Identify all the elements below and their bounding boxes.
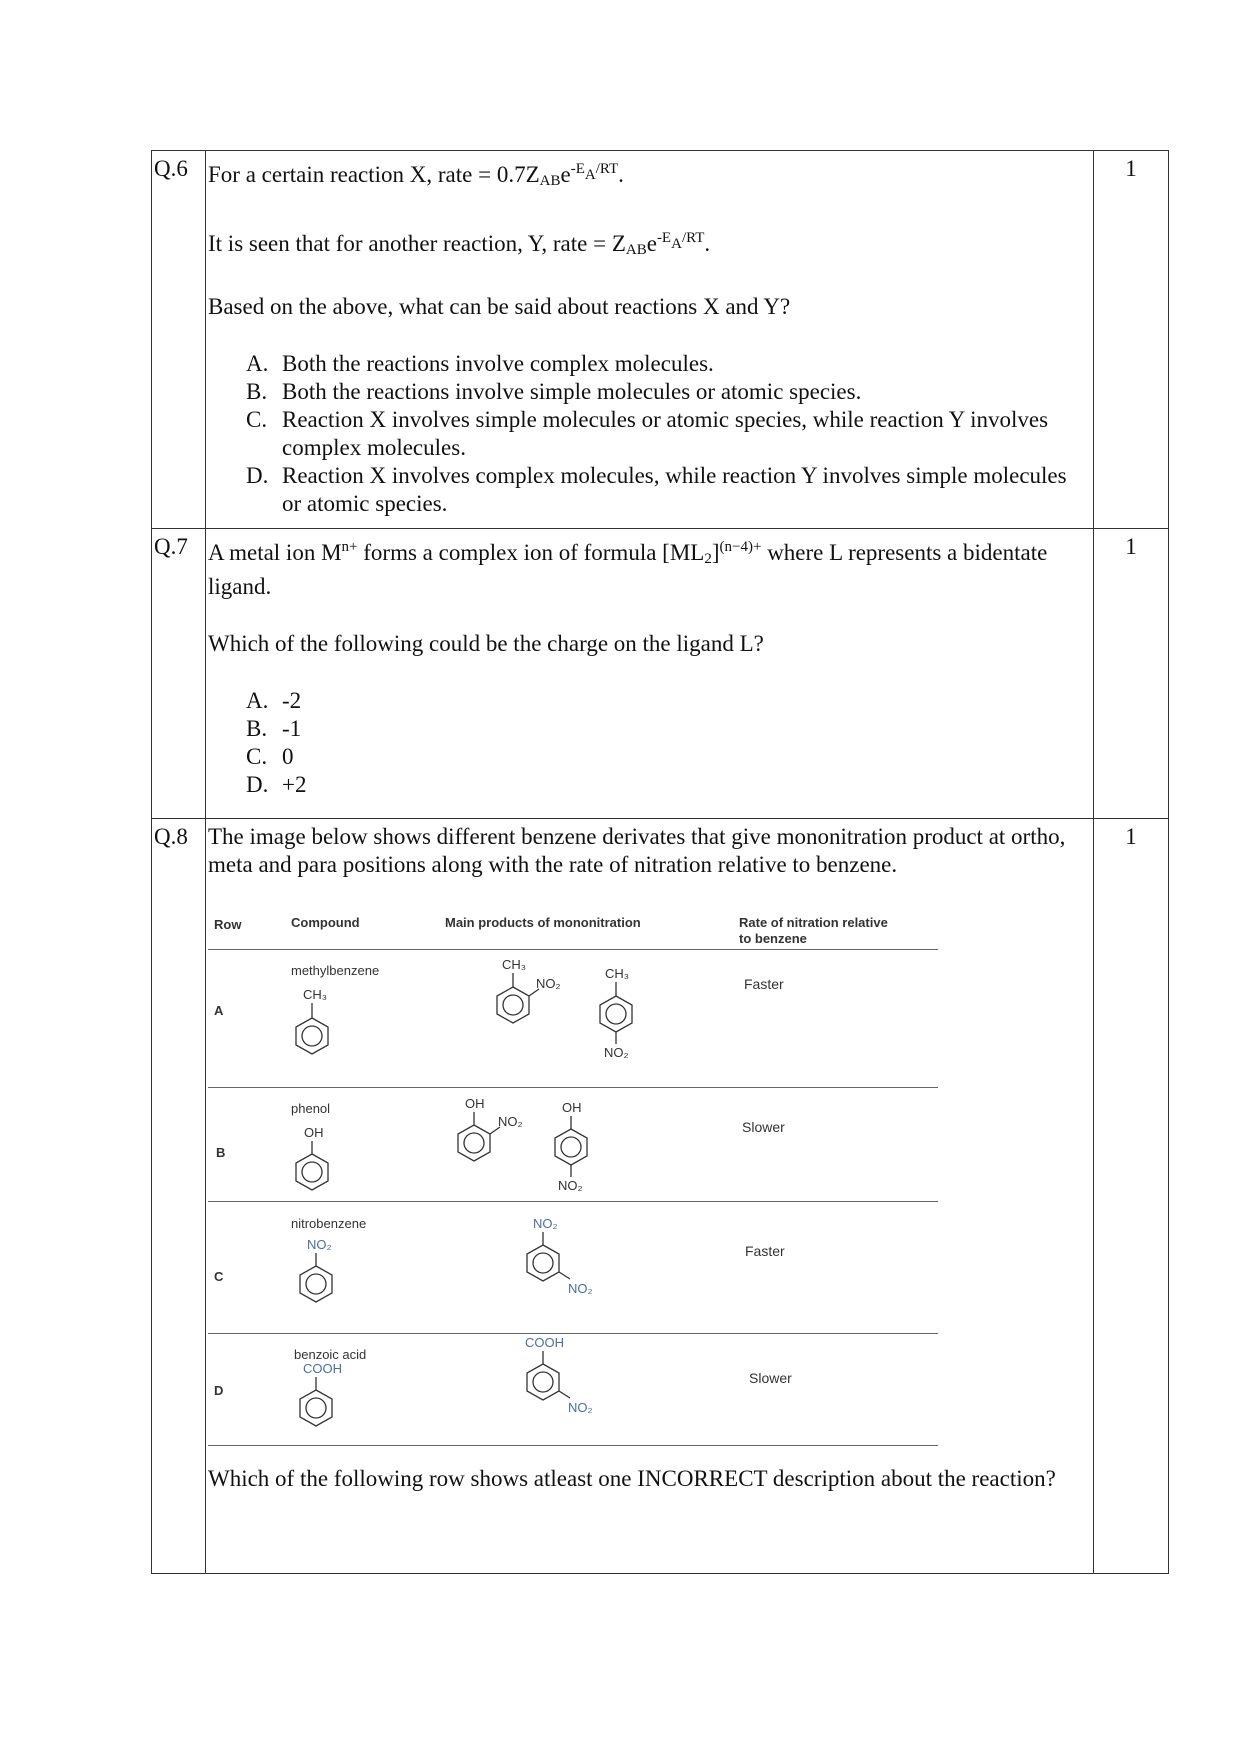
option-b: B. Both the reactions involve simple molecules or atomic species. [246,379,862,404]
substituent-label: CH₃ [605,966,630,981]
marks: 1 [1094,529,1169,819]
header-compound: Compound [291,915,360,930]
rate-b: Slower [742,1119,785,1135]
structures-svg [208,905,938,1450]
substituent-label: OH [304,1125,324,1140]
option-c: C. Reaction X involves simple molecules or atomic species, while reaction Y involves complex molecules. [246,407,1049,460]
benzene-ring [300,1253,332,1302]
marks: 1 [1094,819,1169,1574]
row-label-c: C [214,1269,224,1284]
rate-c: Faster [745,1243,785,1259]
nitro-label: NO₂ [604,1045,629,1060]
benzene-ring [527,1351,570,1400]
substituent-label: COOH [303,1361,342,1376]
question-number: Q.8 [152,819,206,1574]
substituent-label: NO₂ [307,1237,332,1252]
nitration-figure [208,905,938,1445]
compound-name-b: phenol [291,1101,331,1116]
benzene-ring [458,1112,500,1161]
question-prompt: Which of the following could be the charge on the ligand L? [208,631,764,656]
benzene-ring [555,1116,587,1177]
nitro-label: NO₂ [568,1400,593,1415]
substituent-label: OH [465,1096,485,1111]
rate-d: Slower [749,1370,792,1386]
substituent-label: COOH [525,1335,564,1350]
option-b: B. -1 [246,716,302,741]
header-products: Main products of mononitration [445,915,641,930]
option-a: A. -2 [246,688,302,713]
question-row-q8 [152,819,1169,1574]
benzene-ring [497,973,539,1023]
question-row-q6 [152,151,1169,529]
option-a: A. Both the reactions involve complex molecules. [246,351,714,376]
question-stem: The image below shows different benzene derivates that give mononitration product at ortho, meta and para positions along with the rate of nitration relative to benzene. [208,824,1066,877]
question-row-q7 [152,529,1169,819]
question-body [206,151,1094,529]
question-number: Q.7 [152,529,206,819]
header-rate: Rate of nitration relative to benzene [739,915,888,946]
compound-name-a: methylbenzene [291,963,380,978]
substituent-label: CH₃ [303,987,328,1002]
option-list [208,687,1087,799]
row-label-a: A [214,1003,224,1018]
option-d: D. Reaction X involves complex molecules, while reaction Y involves simple molecules or atomic species. [246,463,1067,516]
nitro-label: NO₂ [536,976,561,991]
rate-a: Faster [744,976,784,992]
option-d: D. +2 [246,772,307,797]
nitro-label: NO₂ [498,1114,523,1129]
marks: 1 [1094,151,1169,529]
benzene-ring [300,1377,332,1426]
rate-equation-x: For a certain reaction X, rate = $0.7Z_{AB}e^{-E_A/RT}$. [208,161,624,189]
question-prompt: Which of the following row shows atleast one INCORRECT description about the reaction? [208,1466,1056,1491]
compound-name-d: benzoic acid [294,1347,367,1362]
rate-equation-y: It is seen that for another reaction, Y, rate = $Z_{AB}e^{-E_A/RT}$. [208,230,711,258]
nitro-label: NO₂ [558,1178,583,1193]
substituent-label: OH [562,1100,582,1115]
row-label-b: B [216,1145,226,1160]
question-number: Q.6 [152,151,206,529]
header-row: Row [214,917,242,932]
nitro-label: NO₂ [568,1281,593,1296]
benzene-ring [296,1003,328,1054]
question-table [151,150,1169,1574]
question-prompt: Based on the above, what can be said about reactions X and Y? [208,294,791,319]
benzene-ring [527,1232,570,1281]
question-stem: A metal ion $M^{n+}$ forms a complex ion of formula $[ML_2]^{(n-4)+}$ where L represents a bidentate ligand. [208,539,1048,599]
question-body [206,819,1094,1574]
benzene-ring [296,1141,328,1190]
nitro-label: NO₂ [533,1216,558,1231]
question-body [206,529,1094,819]
compound-name-c: nitrobenzene [291,1216,367,1231]
option-c: C. 0 [246,744,294,769]
benzene-ring [600,982,632,1044]
row-label-d: D [214,1383,224,1398]
option-list [208,350,1087,518]
substituent-label: CH₃ [502,957,527,972]
